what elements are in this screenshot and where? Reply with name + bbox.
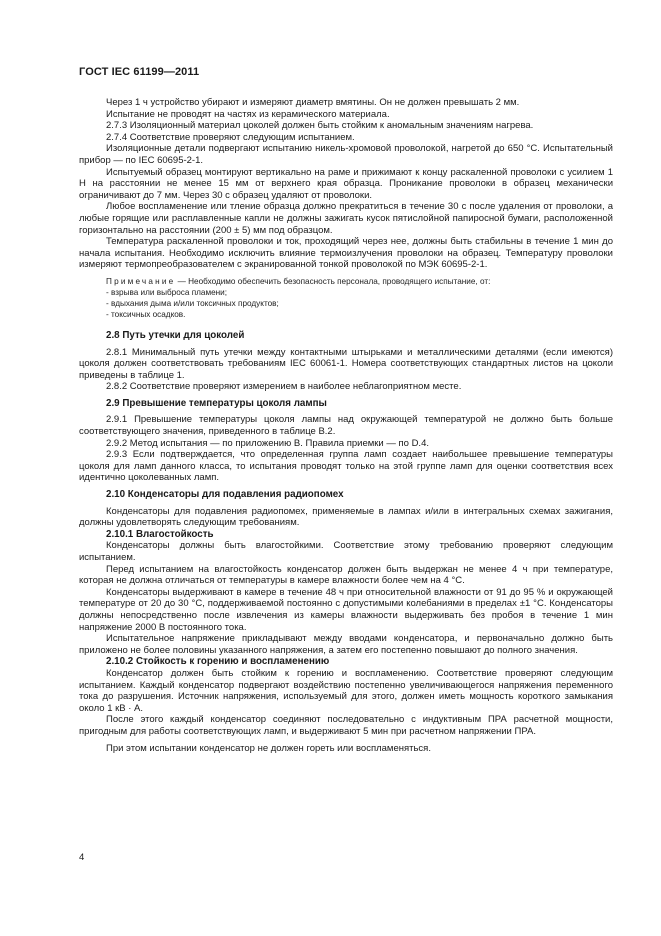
page-body [79, 97, 613, 754]
note-label: Примечание [106, 276, 176, 286]
paragraph: Конденсаторы должны быть влагостойкими. Соответствие этому требованию проверяют следующим испытанием. [79, 540, 613, 563]
paragraph: Испытание не проводят на частях из керамического материала. [106, 108, 390, 120]
paragraph: Любое воспламенение или тление образца должно прекратиться в течение 30 с после удаления от проволоки, а любые горящие или расплавленные капли не должны зажигать кусок пятислойной папиросной бумаги, расположенной горизонтально на расстоянии (200 ± 5) мм под образцом. [79, 201, 613, 236]
page-number: 4 [79, 852, 85, 863]
paragraph: Перед испытанием на влагостойкость конденсатор должен быть выдержан не менее 4 ч при температуре, которая не должна отличаться от температуры в камере влажности более чем на 4 °С. [79, 563, 613, 587]
subsection-heading: 2.10.2 Стойкость к горению и воспламенению [106, 656, 330, 668]
paragraph: Температура раскаленной проволоки и ток, проходящий через нее, должны быть стабильны в течение 1 мин до начала испытания. Необходимо исключить влияние термоизлучения проволоки на образец. Температуру проволоки измеряют термопреобразователем с экранированной тонкой проволокой по МЭК 60695-2-1. [79, 236, 613, 271]
section-heading: 2.8 Путь утечки для цоколей [106, 329, 245, 341]
page-header: ГОСТ IEC 61199—2011 [79, 66, 200, 78]
paragraph: 2.8.2 Соответствие проверяют измерением в наиболее неблагоприятном месте. [106, 381, 462, 393]
paragraph: Изоляционные детали подвергают испытанию никель-хромовой проволокой, нагретой до 650 °С. Испытательный прибор — по IEC 60695-2-1. [79, 143, 613, 166]
note-item: - взрыва или выброса пламени; [106, 287, 228, 297]
paragraph: 2.9.2 Метод испытания — по приложению В. Правила приемки — по D.4. [106, 437, 429, 449]
paragraph: 2.9.3 Если подтверждается, что определенная группа ламп создает наибольшее превышение температуры цоколя для ламп данного класса, то испытания проводят только на этой группе ламп для оценки соответствия всех идентично цоколеванных ламп. [79, 449, 613, 484]
paragraph: 2.9.1 Превышение температуры цоколя лампы над окружающей температурой не должно быть больше соответствующего значения, приведенного в таблице В.2. [79, 414, 613, 438]
paragraph: Испытательное напряжение прикладывают между вводами конденсатора, и первоначально должно быть приложено не более половины указанного напряжения, а затем его постепенно повышают до полного значения. [79, 633, 613, 656]
paragraph: 2.7.3 Изоляционный материал цоколей должен быть стойким к аномальным значениям нагрева. [106, 120, 534, 132]
paragraph: Испытуемый образец монтируют вертикально на раме и прижимают к концу раскаленной проволоки с усилием 1 Н на расстоянии не менее 15 мм от верхнего края образца. Проникание проволоки в образец механически ограничивают до 7 мм. Через 30 с образец удаляют от проволоки. [79, 166, 613, 201]
paragraph: После этого каждый конденсатор соединяют последовательно с индуктивным ПРА расчетной мощности, пригодным для работы соответствующих ламп, и выдерживают 5 мин при расчетном напряжении ПРА. [79, 714, 613, 737]
paragraph: Конденсатор должен быть стойким к горению и воспламенению. Соответствие проверяют следующим испытанием. Каждый конденсатор подвергают воздействию постепенно увеличивающегося напряжения переменного тока до разрушения. Источник напряжения, используемый для этого, должен иметь мощность короткого замыкания около 1 кВ · А. [79, 667, 613, 714]
section-heading: 2.10 Конденсаторы для подавления радиопомех [106, 489, 344, 501]
paragraph: 2.8.1 Минимальный путь утечки между контактными штырьками и металлическими деталями (если имеются) цоколя должен соответствовать требованиям IEC 60061-1. Номера соответствующих стандартных листов на цоколи приведены в таблице 1. [79, 346, 613, 381]
note [79, 276, 613, 287]
section-heading: 2.9 Превышение температуры цоколя лампы [106, 397, 327, 409]
paragraph: При этом испытании конденсатор не должен гореть или воспламеняться. [106, 742, 431, 754]
note-item: - токсичных осадков. [106, 309, 186, 319]
paragraph: 2.7.4 Соответствие проверяют следующим испытанием. [106, 131, 355, 143]
paragraph: Через 1 ч устройство убирают и измеряют диаметр вмятины. Он не должен превышать 2 мм. [106, 97, 520, 108]
paragraph: Конденсаторы выдерживают в камере в течение 48 ч при относительной влажности от 91 до 95 % и окружающей температуре от 20 до 30 °С, поддерживаемой постоянно с допустимыми колебаниями в пределах ±1 °С. Конденсаторы должны непосредственно после извлечения из камеры влажности выдерживать без пробоя в течение 1 мин напряжение 2000 В постоянного тока. [79, 586, 613, 633]
paragraph: Конденсаторы для подавления радиопомех, применяемые в лампах и/или в интегральных схемах зажигания, должны удовлетворять следующим требованиям. [79, 505, 613, 529]
note-text: — Необходимо обеспечить безопасность персонала, проводящего испытание, от: [175, 276, 491, 286]
subsection-heading: 2.10.1 Влагостойкость [106, 528, 214, 540]
note-item: - вдыхания дыма и/или токсичных продуктов; [106, 298, 279, 308]
